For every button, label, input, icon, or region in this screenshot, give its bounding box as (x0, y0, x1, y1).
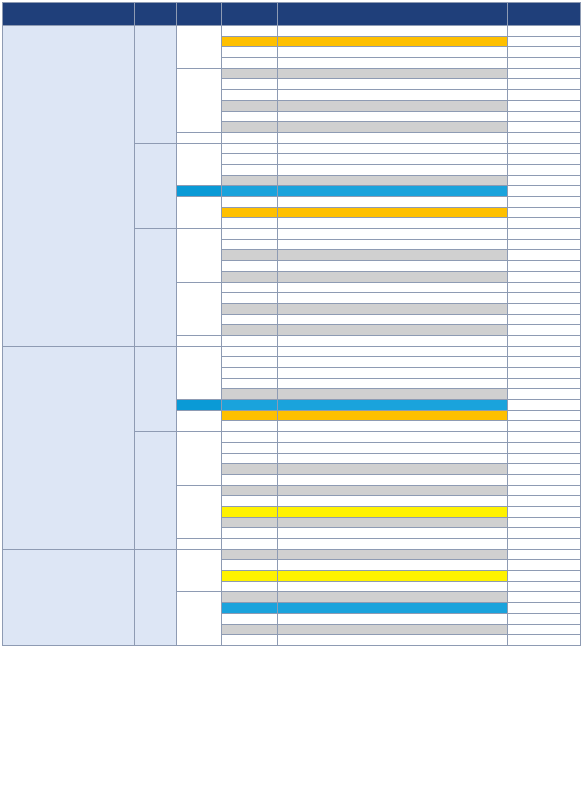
time-cell (222, 79, 278, 90)
segment-cell-pm (177, 197, 222, 229)
minutes-cell (508, 303, 581, 314)
minutes-cell (508, 111, 581, 122)
minutes-cell (508, 143, 581, 154)
time-cell (222, 485, 278, 496)
content-cell (278, 282, 508, 293)
minutes-cell (508, 207, 581, 218)
minutes-cell (508, 47, 581, 58)
minutes-cell (508, 613, 581, 624)
time-cell (222, 517, 278, 528)
time-cell (222, 36, 278, 47)
content-cell (278, 389, 508, 400)
content-cell (278, 464, 508, 475)
content-cell (278, 410, 508, 421)
header-content (278, 3, 508, 26)
time-cell (222, 528, 278, 539)
content-cell (278, 506, 508, 517)
content-cell (278, 560, 508, 571)
time-cell (222, 592, 278, 603)
time-cell (222, 303, 278, 314)
time-cell (222, 389, 278, 400)
segment-cell-am (177, 26, 222, 69)
segment-cell-pm (177, 592, 222, 645)
content-cell (278, 218, 508, 229)
time-cell (222, 122, 278, 133)
content-cell (278, 624, 508, 635)
minutes-cell (508, 368, 581, 379)
content-cell (278, 36, 508, 47)
time-cell (222, 47, 278, 58)
time-cell (222, 335, 278, 346)
minutes-cell (508, 26, 581, 37)
minutes-cell (508, 506, 581, 517)
minutes-cell (508, 432, 581, 443)
content-cell (278, 453, 508, 464)
content-cell (278, 229, 508, 240)
content-cell (278, 122, 508, 133)
minutes-cell (508, 175, 581, 186)
minutes-cell (508, 293, 581, 304)
time-cell (222, 218, 278, 229)
time-cell (222, 229, 278, 240)
time-cell (222, 346, 278, 357)
minutes-cell (508, 325, 581, 336)
segment-cell-am (177, 432, 222, 485)
time-cell (222, 442, 278, 453)
minutes-cell (508, 378, 581, 389)
date-cell (135, 346, 177, 432)
content-cell (278, 581, 508, 592)
content-cell (278, 261, 508, 272)
minutes-cell (508, 453, 581, 464)
content-cell (278, 58, 508, 69)
time-cell (222, 26, 278, 37)
time-cell (222, 378, 278, 389)
time-cell (222, 453, 278, 464)
time-cell (222, 325, 278, 336)
content-cell (278, 154, 508, 165)
content-cell (278, 496, 508, 507)
segment-cell-pm (177, 68, 222, 132)
time-cell (222, 100, 278, 111)
schedule-body (3, 26, 581, 646)
time-cell (222, 111, 278, 122)
time-cell (222, 539, 278, 550)
content-cell (278, 400, 508, 411)
content-cell (278, 635, 508, 646)
content-cell (278, 186, 508, 197)
minutes-cell (508, 603, 581, 614)
segment-cell-am (177, 549, 222, 592)
content-cell (278, 549, 508, 560)
time-cell (222, 58, 278, 69)
segment-cell-eve (177, 132, 222, 143)
content-cell (278, 421, 508, 432)
time-cell (222, 164, 278, 175)
time-cell (222, 474, 278, 485)
minutes-cell (508, 635, 581, 646)
minutes-cell (508, 464, 581, 475)
segment-cell-pm (177, 485, 222, 538)
content-cell (278, 271, 508, 282)
segment-cell-am (177, 143, 222, 186)
minutes-cell (508, 132, 581, 143)
time-cell (222, 207, 278, 218)
module-1-cell (3, 26, 135, 347)
content-cell (278, 368, 508, 379)
module-2-cell (3, 346, 135, 549)
time-cell (222, 154, 278, 165)
minutes-cell (508, 229, 581, 240)
content-cell (278, 517, 508, 528)
time-cell (222, 571, 278, 582)
time-cell (222, 293, 278, 304)
minutes-cell (508, 239, 581, 250)
minutes-cell (508, 474, 581, 485)
minutes-cell (508, 346, 581, 357)
time-cell (222, 90, 278, 101)
time-cell (222, 368, 278, 379)
time-cell (222, 357, 278, 368)
module-3-cell (3, 549, 135, 645)
content-cell (278, 164, 508, 175)
minutes-cell (508, 36, 581, 47)
minutes-cell (508, 560, 581, 571)
date-cell (135, 432, 177, 550)
time-cell (222, 68, 278, 79)
time-cell (222, 314, 278, 325)
minutes-cell (508, 624, 581, 635)
segment-cell-am (177, 346, 222, 399)
minutes-cell (508, 282, 581, 293)
minutes-cell (508, 581, 581, 592)
time-cell (222, 186, 278, 197)
content-cell (278, 175, 508, 186)
minutes-cell (508, 68, 581, 79)
minutes-cell (508, 410, 581, 421)
date-cell (135, 143, 177, 229)
minutes-cell (508, 571, 581, 582)
content-cell (278, 100, 508, 111)
content-cell (278, 47, 508, 58)
minutes-cell (508, 592, 581, 603)
header-date (135, 3, 177, 26)
minutes-cell (508, 250, 581, 261)
minutes-cell (508, 122, 581, 133)
minutes-cell (508, 79, 581, 90)
content-cell (278, 79, 508, 90)
content-cell (278, 346, 508, 357)
time-cell (222, 432, 278, 443)
time-cell (222, 581, 278, 592)
segment-cell-site (177, 400, 222, 411)
minutes-cell (508, 58, 581, 69)
content-cell (278, 432, 508, 443)
content-cell (278, 474, 508, 485)
minutes-cell (508, 421, 581, 432)
segment-cell-eve (177, 335, 222, 346)
segment-cell-am (177, 229, 222, 282)
time-cell (222, 271, 278, 282)
minutes-cell (508, 485, 581, 496)
content-cell (278, 143, 508, 154)
table-row (3, 346, 581, 357)
minutes-cell (508, 197, 581, 208)
minutes-cell (508, 261, 581, 272)
content-cell (278, 68, 508, 79)
minutes-cell (508, 357, 581, 368)
content-cell (278, 111, 508, 122)
time-cell (222, 464, 278, 475)
time-cell (222, 613, 278, 624)
segment-cell-pm (177, 282, 222, 335)
content-cell (278, 26, 508, 37)
date-cell (135, 26, 177, 144)
time-cell (222, 250, 278, 261)
content-cell (278, 539, 508, 550)
content-cell (278, 250, 508, 261)
time-cell (222, 175, 278, 186)
content-cell (278, 613, 508, 624)
content-cell (278, 335, 508, 346)
content-cell (278, 325, 508, 336)
header-segment (177, 3, 222, 26)
table-header-row (3, 3, 581, 26)
time-cell (222, 506, 278, 517)
time-cell (222, 143, 278, 154)
content-cell (278, 90, 508, 101)
content-cell (278, 378, 508, 389)
segment-cell-eve (177, 539, 222, 550)
minutes-cell (508, 218, 581, 229)
header-time (222, 3, 278, 26)
time-cell (222, 603, 278, 614)
time-cell (222, 282, 278, 293)
minutes-cell (508, 90, 581, 101)
minutes-cell (508, 442, 581, 453)
minutes-cell (508, 186, 581, 197)
time-cell (222, 410, 278, 421)
content-cell (278, 132, 508, 143)
time-cell (222, 197, 278, 208)
minutes-cell (508, 100, 581, 111)
minutes-cell (508, 389, 581, 400)
time-cell (222, 400, 278, 411)
time-cell (222, 549, 278, 560)
segment-cell-site (177, 186, 222, 197)
time-cell (222, 635, 278, 646)
minutes-cell (508, 528, 581, 539)
table-row (3, 26, 581, 37)
date-cell (135, 229, 177, 347)
minutes-cell (508, 271, 581, 282)
content-cell (278, 571, 508, 582)
time-cell (222, 496, 278, 507)
date-cell (135, 549, 177, 645)
header-minutes (508, 3, 581, 26)
content-cell (278, 314, 508, 325)
minutes-cell (508, 154, 581, 165)
content-cell (278, 485, 508, 496)
content-cell (278, 293, 508, 304)
content-cell (278, 207, 508, 218)
schedule-table (2, 2, 581, 646)
content-cell (278, 528, 508, 539)
segment-cell-pm (177, 410, 222, 431)
content-cell (278, 239, 508, 250)
minutes-cell (508, 496, 581, 507)
header-goal (3, 3, 135, 26)
time-cell (222, 421, 278, 432)
content-cell (278, 592, 508, 603)
minutes-cell (508, 314, 581, 325)
content-cell (278, 357, 508, 368)
content-cell (278, 197, 508, 208)
minutes-cell (508, 164, 581, 175)
minutes-cell (508, 517, 581, 528)
time-cell (222, 624, 278, 635)
table-row (3, 549, 581, 560)
time-cell (222, 560, 278, 571)
time-cell (222, 239, 278, 250)
minutes-cell (508, 549, 581, 560)
time-cell (222, 261, 278, 272)
content-cell (278, 303, 508, 314)
minutes-cell (508, 400, 581, 411)
time-cell (222, 132, 278, 143)
minutes-cell (508, 539, 581, 550)
minutes-cell (508, 335, 581, 346)
content-cell (278, 442, 508, 453)
content-cell (278, 603, 508, 614)
